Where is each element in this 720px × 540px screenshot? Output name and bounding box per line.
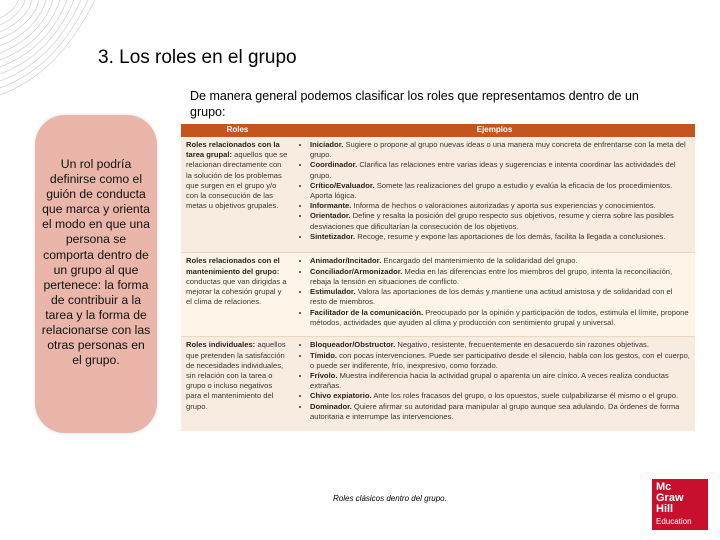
logo-line: Hill [656,503,674,515]
list-item [310,201,690,211]
example-name: Informante. [310,201,352,211]
list-item [310,232,690,242]
intro-text: De manera general podemos clasificar los roles que representamos dentro de un grupo: [190,89,639,119]
list-item [310,402,690,422]
example-name: Crítico/Evaluador. [310,180,375,190]
logo-line: Education [656,517,692,526]
examples-cell [294,337,695,431]
table-row [181,253,695,337]
roles-table [181,124,695,431]
example-text: Somete las realizaciones del grupo a estudio y evalúa la eficacia de los procedimientos. Aporta lógica. [310,180,673,201]
logo-line: Graw [656,492,684,504]
examples-list [299,256,690,327]
examples-cell [294,137,695,253]
example-text: Valora las aportaciones de los demás y mantiene una actitud amistosa y de solidaridad con el resto de miembros. [310,287,673,307]
table-caption: Roles clásicos dentro del grupo. [333,494,447,503]
role-cell [181,137,294,253]
example-name: Facilitador de la comunicación. [310,307,424,317]
example-name: Tímido. [310,350,337,360]
example-text: Sugiere o propone al grupo nuevas ideas o una manera muy concreta de enfrentarse con la meta del grupo. [310,140,686,160]
list-item [310,256,690,266]
example-text: Preocupado por la opinión y participación de todos, estimula el límite, propone métodos, actividades que ayuden al clima y producción con sentimiento grupal y universal. [310,307,689,327]
role-cell [181,253,294,337]
definition-text: Un rol podría definirse como el guión de conducta que marca y orienta el modo en que una persona se comporta dentro de un grupo al que pertenece: la forma de contribuir a la tarea y la forma de relacionarse con las otras personas en el grupo. [41,157,151,368]
example-text: Negativo, resistente, frecuentemente en desacuerdo sin razones objetivas. [397,340,649,350]
header-examples: Ejemplos [294,124,695,137]
example-name: Sintetizador. [310,231,356,241]
example-name: Iniciador. [310,140,344,149]
example-text: Define y resalta la posición del grupo respecto sus objetivos, resume y cierra sobre las posibles desviaciones que dificultarían la consecución de los objetivos. [310,211,674,231]
example-text: con pocas intervenciones. Puede ser participativo desde el silencio, habla con los gestos, con el cuerpo, o puede ser indiferente, frío, inexpresivo, como forzado. [310,350,690,370]
example-text: Encargado del mantenimiento de la solidaridad del grupo. [383,256,578,266]
example-name: Conciliador/Armonizador. [310,266,403,276]
example-name: Estimulador. [310,287,356,297]
list-item [310,308,690,328]
list-item [310,181,690,201]
logo-line: Mc [656,481,672,493]
example-name: Orientador. [310,211,351,221]
table-header-row [181,124,695,137]
list-item [310,351,690,371]
list-item [310,160,690,180]
example-name: Bloqueador/Obstructor. [310,340,396,350]
example-name: Animador/Incitador. [310,256,382,266]
role-description: aquellos que se relacionan directamente con la solución de los problemas que surgen en el grupo y/o con la consecución de las metas u objetivos grupales. [186,150,288,211]
list-item [310,287,690,307]
list-item [310,267,690,287]
examples-cell [294,253,695,337]
slide-title: 3. Los roles en el grupo [98,47,297,68]
role-title: Roles individuales: [186,340,256,350]
role-description: aquellos que pretenden la satisfacción de necesidades individuales, sin relación con la tarea o grupo o incluso negativos para el mantenimiento del grupo. [186,340,286,411]
example-text: Recoge, resume y expone las aportaciones de los demás, facilita la llegada a conclusiones. [357,231,666,241]
example-text: Ante los roles fracasos del grupo, o los opuestos, suele culpabilizarse él mismo o el grupo. [373,391,679,401]
examples-list [299,340,690,422]
example-name: Coordinador. [310,160,358,170]
definition-card [35,115,157,433]
example-text: Informa de hechos o valoraciones autorizadas y aporta sus experiencias y conocimientos. [353,201,656,211]
example-text: Clarifica las relaciones entre varias ideas y sugerencias e intenta coordinar las actividades del grupo. [310,160,676,180]
role-title: Roles relacionados con el mantenimiento del grupo: [186,256,280,276]
role-title: Roles relacionados con la tarea grupal: [186,140,280,160]
example-name: Frívolo. [310,370,338,380]
table-row [181,137,695,253]
role-cell [181,337,294,431]
list-item [310,140,690,160]
example-name: Dominador. [310,401,352,411]
examples-list [299,140,690,242]
example-text: Quiere afirmar su autoridad para manipular al grupo aunque sea adulando. Da órdenes de forma autoritaria e interrumpe las intervenciones. [310,401,680,421]
list-item [310,391,690,401]
list-item [310,211,690,231]
example-text: Muestra indiferencia hacia la actividad grupal o aparenta un aire cínico. A veces realiza conductas extrañas. [310,370,669,391]
role-description: conductas que van dirigidas a mejorar la cohesión grupal y el clima de relaciones. [186,276,287,307]
table-row [181,337,695,431]
example-name: Chivo expiatorio. [310,391,372,401]
mcgraw-hill-logo [652,479,708,530]
list-item [310,340,690,350]
list-item [310,371,690,391]
example-text: Media en las diferencias entre los miembros del grupo, intenta la reconciliación, rebaja la tensión en situaciones de conflicto. [310,266,673,286]
header-roles: Roles [181,124,294,137]
